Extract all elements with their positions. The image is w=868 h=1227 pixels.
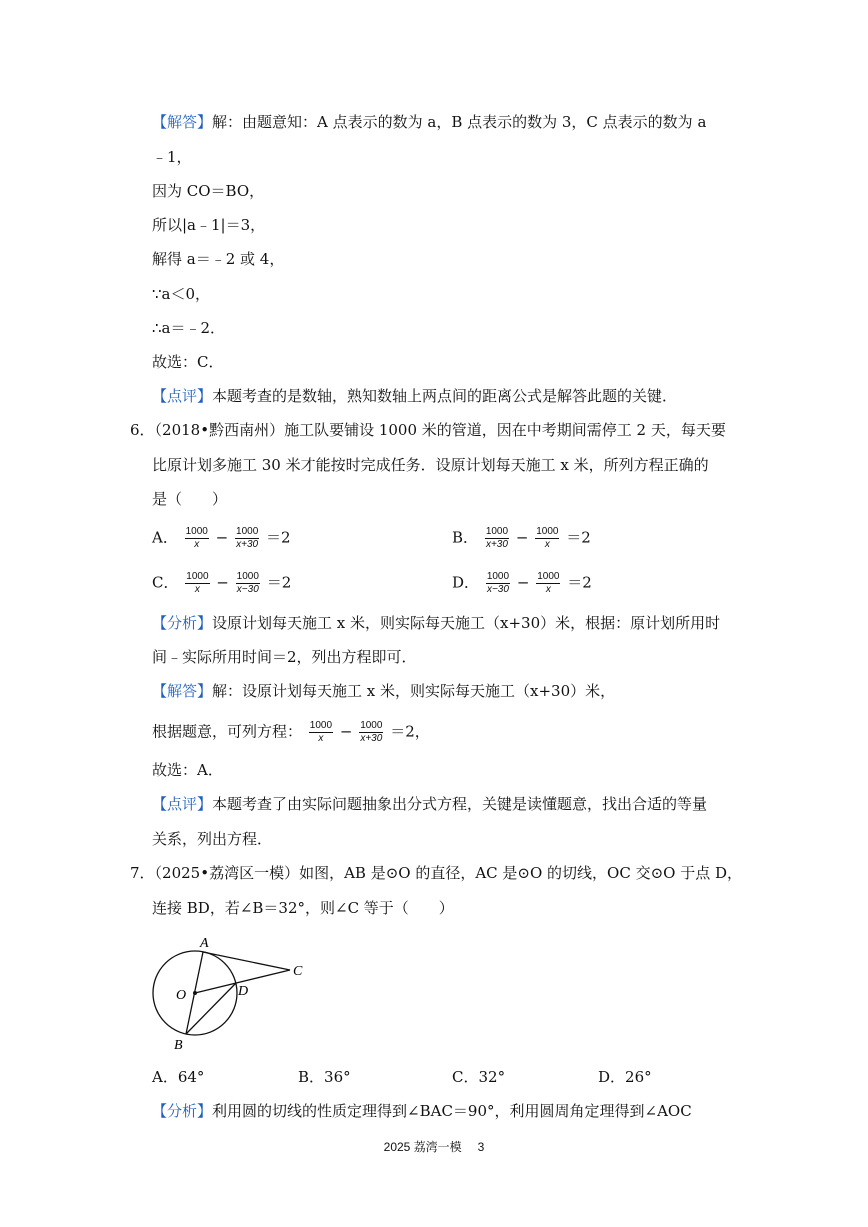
question-number: 6． bbox=[130, 421, 155, 439]
numerator: 1000 bbox=[185, 526, 208, 537]
q6-comment-line-1 bbox=[152, 794, 707, 814]
numerator: 1000 bbox=[536, 526, 559, 537]
rhs: ＝2 bbox=[566, 528, 591, 547]
q6-answer-line-2 bbox=[152, 720, 430, 745]
analysis-text: 利用圆的切线的性质定理得到∠BAC＝90°，利用圆周角定理得到∠AOC bbox=[212, 1102, 692, 1120]
question-number: 7． bbox=[130, 864, 155, 882]
denominator: x bbox=[318, 733, 324, 744]
q7-analysis-line-1 bbox=[152, 1101, 692, 1121]
fraction bbox=[185, 571, 209, 596]
denominator: x bbox=[194, 539, 200, 550]
s5-answer-line-2: ﹣1， bbox=[152, 148, 192, 166]
label-c: C bbox=[293, 964, 303, 979]
answer-tag: 【解答】 bbox=[152, 113, 213, 131]
q7-option-b: B．36° bbox=[298, 1068, 351, 1086]
s5-answer-line-1 bbox=[152, 112, 706, 132]
numerator: 1000 bbox=[486, 571, 510, 582]
segment-bd bbox=[186, 983, 236, 1034]
denominator: x bbox=[544, 539, 550, 550]
q6-answer-line-1 bbox=[152, 681, 615, 701]
comment-text: 本题考查的是数轴，熟知数轴上两点间的距离公式是解答此题的关键． bbox=[212, 387, 678, 405]
denominator: x−30 bbox=[486, 584, 509, 595]
denominator: x+30 bbox=[360, 733, 383, 744]
answer-text: 解：设原计划每天施工 x 米，则实际每天施工（x+30）米， bbox=[212, 682, 616, 700]
page-footer bbox=[0, 1138, 868, 1155]
option-label: A． bbox=[152, 528, 178, 547]
geometry-figure bbox=[140, 925, 320, 1055]
denominator: x+30 bbox=[485, 539, 508, 550]
denominator: x bbox=[194, 584, 200, 595]
comment-text: 本题考查了由实际问题抽象出分式方程，关键是读懂题意，找出合适的等量 bbox=[212, 795, 708, 813]
minus-sign: − bbox=[216, 573, 229, 592]
q6-analysis-line-1 bbox=[152, 613, 720, 633]
s5-comment bbox=[152, 386, 677, 406]
fraction bbox=[185, 526, 209, 551]
q6-stem-line-2: 比原计划多施工 30 米才能按时完成任务．设原计划每天施工 x 米，所列方程正确的 bbox=[152, 456, 709, 474]
footer-title: 2025 荔湾一模 bbox=[383, 1140, 462, 1154]
s5-answer-line-8: 故选：C． bbox=[152, 353, 224, 371]
q6-option-d bbox=[452, 571, 592, 596]
fraction bbox=[236, 571, 260, 596]
fraction bbox=[536, 571, 560, 596]
analysis-tag: 【分析】 bbox=[152, 614, 213, 632]
q7-stem-line-1 bbox=[130, 863, 742, 883]
s5-answer-line-7: ∴a＝﹣2． bbox=[152, 319, 226, 337]
comment-tag: 【点评】 bbox=[152, 387, 213, 405]
q6-analysis-line-2: 间﹣实际所用时间＝2，列出方程即可． bbox=[152, 648, 417, 666]
numerator: 1000 bbox=[537, 571, 560, 582]
option-label: D． bbox=[452, 573, 480, 592]
label-a: A bbox=[200, 936, 209, 951]
answer-text: ＝2， bbox=[390, 722, 430, 741]
q6-comment-line-2: 关系，列出方程． bbox=[152, 830, 273, 848]
stem-text: （2018•黔西南州）施工队要铺设 1000 米的管道，因在中考期间需停工 2 天，每天要 bbox=[154, 421, 726, 439]
label-d: D bbox=[238, 984, 249, 999]
option-label: C． bbox=[152, 573, 179, 592]
label-b: B bbox=[174, 1038, 183, 1053]
denominator: x+30 bbox=[236, 539, 259, 550]
fraction bbox=[359, 720, 383, 745]
fraction bbox=[535, 526, 559, 551]
numerator: 1000 bbox=[236, 571, 259, 582]
numerator: 1000 bbox=[360, 720, 383, 731]
fraction bbox=[485, 526, 509, 551]
q6-option-a bbox=[152, 526, 291, 551]
denominator: x−30 bbox=[236, 584, 259, 595]
minus-sign: − bbox=[515, 528, 529, 547]
label-o: O bbox=[176, 988, 187, 1003]
comment-tag: 【点评】 bbox=[152, 795, 213, 813]
q7-option-c: C．32° bbox=[452, 1068, 506, 1086]
fraction bbox=[235, 526, 259, 551]
q6-stem-line-3: 是（ ） bbox=[152, 490, 228, 508]
q6-option-b bbox=[452, 526, 591, 551]
analysis-text: 设原计划每天施工 x 米，则实际每天施工（x+30）米，根据：原计划所用时 bbox=[212, 614, 721, 632]
q6-answer-line-3: 故选：A． bbox=[152, 761, 223, 779]
segment-ac bbox=[203, 952, 290, 970]
rhs: ＝2 bbox=[266, 573, 292, 592]
fraction bbox=[309, 720, 333, 745]
rhs: ＝2 bbox=[266, 528, 291, 547]
q6-stem-line-1 bbox=[130, 420, 726, 440]
answer-text: 解：由题意知：A 点表示的数为 a，B 点表示的数为 3，C 点表示的数为 a bbox=[212, 113, 707, 131]
numerator: 1000 bbox=[485, 526, 509, 537]
s5-answer-line-5: 解得 a＝﹣2 或 4， bbox=[152, 250, 285, 268]
numerator: 1000 bbox=[236, 526, 259, 537]
minus-sign: − bbox=[516, 573, 530, 592]
minus-sign: − bbox=[339, 722, 353, 741]
rhs: ＝2 bbox=[567, 573, 592, 592]
numerator: 1000 bbox=[309, 720, 333, 731]
q7-option-a: A．64° bbox=[152, 1068, 205, 1086]
center-point bbox=[193, 991, 197, 995]
q7-stem-line-2: 连接 BD，若∠B＝32°，则∠C 等于（ ） bbox=[152, 899, 454, 917]
s5-answer-line-4: 所以|a﹣1|＝3， bbox=[152, 216, 266, 234]
q6-option-c bbox=[152, 571, 291, 596]
option-label: B． bbox=[452, 528, 479, 547]
s5-answer-line-6: ∵a＜0， bbox=[152, 285, 211, 303]
numerator: 1000 bbox=[186, 571, 209, 582]
denominator: x bbox=[545, 584, 551, 595]
q7-option-d: D．26° bbox=[598, 1068, 652, 1086]
answer-tag: 【解答】 bbox=[152, 682, 213, 700]
s5-answer-line-3: 因为 CO＝BO， bbox=[152, 182, 265, 200]
analysis-tag: 【分析】 bbox=[152, 1102, 213, 1120]
stem-text: （2025•荔湾区一模）如图，AB 是⊙O 的直径，AC 是⊙O 的切线，OC 交⊙O 于点 D， bbox=[154, 864, 743, 882]
fraction bbox=[486, 571, 510, 596]
page-number: 3 bbox=[477, 1140, 485, 1154]
minus-sign: − bbox=[215, 528, 229, 547]
answer-text: 根据题意，可列方程： bbox=[152, 722, 303, 741]
